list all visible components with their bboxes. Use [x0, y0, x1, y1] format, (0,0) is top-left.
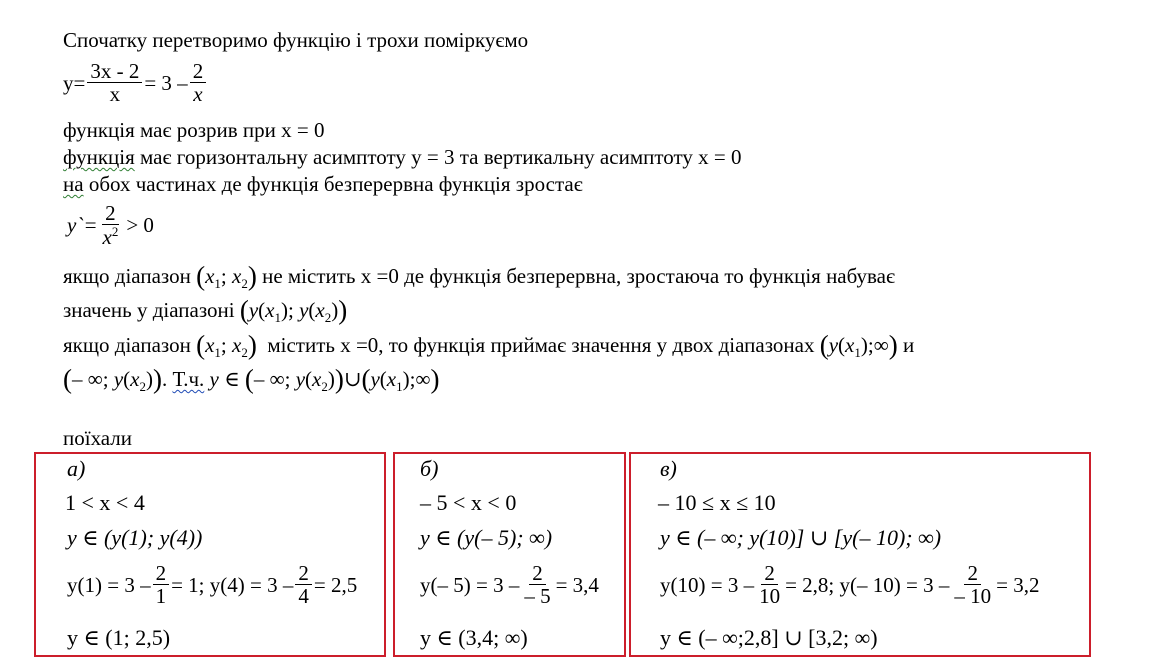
range-line-1-end: не містить x =0 де функція безперервна, зростаюча то функція набуває	[262, 264, 895, 288]
increase-rest: обох частинах де функція безперервна функція зростає	[83, 172, 583, 196]
range-line-1	[63, 261, 895, 292]
box-a-set: y ∈ (y(1); y(4))	[67, 525, 203, 550]
box-c-calc-pre: y(10) = 3 –	[660, 572, 755, 597]
box-b-set: y ∈ (y(– 5); ∞)	[420, 525, 553, 550]
box-a-result: y ∈ (1; 2,5)	[67, 625, 171, 650]
box-b-cond: – 5 < x < 0	[420, 490, 517, 515]
box-c-calc-end: = 3,2	[996, 572, 1040, 597]
tch-word: Т.ч.	[172, 367, 205, 391]
increase-line	[63, 172, 583, 197]
box-a-label: а)	[67, 456, 86, 481]
main-formula	[63, 60, 208, 106]
formula-den-1: x	[109, 82, 121, 107]
formula-num-2: 2	[190, 60, 207, 83]
range-line-3	[63, 330, 915, 361]
derivative-rhs: > 0	[126, 213, 154, 238]
derivative-fraction	[100, 202, 122, 249]
interval-y-values: ($y(x_1)$; $y(x_2)$)	[239, 295, 348, 326]
box-a-calc: y(1) = 3 – $\frac{2}{1}$ = 1; y(4) = 3 – $\frac{2}{4}$ = 2,5	[67, 561, 358, 609]
box-a-calc-mid: = 1; y(4) = 3 –	[171, 572, 294, 597]
derivative-formula	[67, 202, 154, 249]
box-b-calc-pre: y(– 5) = 3 –	[420, 572, 520, 597]
formula-den-2: x	[193, 82, 203, 107]
derivative-lhs: y`=	[67, 213, 98, 238]
asymptote-word: функція	[63, 145, 135, 169]
range-line-3-mid: містить x =0, то функція приймає значення у двох діапазонах	[267, 333, 815, 357]
intro-text: Спочатку перетворимо функцію і трохи поміркуємо	[63, 28, 529, 52]
range-line-3-end: и	[902, 333, 915, 357]
formula-lhs: y=	[63, 70, 86, 95]
derivative-num: 2	[102, 202, 119, 225]
box-b-calc: y(– 5) = 3 – $\frac{2}{- 5}$ = 3,4	[420, 561, 599, 609]
box-c-cond: – 10 ≤ x ≤ 10	[658, 490, 776, 515]
increase-word: на	[63, 172, 84, 196]
box-a-calc-end: = 2,5	[313, 572, 358, 597]
box-a-calc-pre: y(1) = 3 –	[67, 572, 151, 597]
box-c-result: y ∈ (– ∞;2,8] ∪ [3,2; ∞)	[660, 625, 878, 650]
formula-fraction-1	[87, 60, 142, 106]
formula-num-1: 3x - 2	[87, 60, 142, 83]
box-c-calc: y(10) = 3 – $\frac{2}{10}$ = 2,8; y(– 10) = 3 – $\frac{2}{- 10}$ = 3,2	[660, 561, 1040, 609]
box-b-label: б)	[420, 456, 439, 481]
formula-fraction-2	[190, 60, 207, 106]
asymptote-line	[63, 145, 741, 170]
conclusion-line: (– ∞; $y(x_2)$). Т.ч. y ∈ (– ∞; $y(x_2))\cup(y(x_1);\infty)$	[63, 364, 440, 395]
range-line-3-start: якщо діапазон	[63, 333, 191, 357]
range-line-2	[63, 295, 348, 326]
asymptote-rest: має горизонтальну асимптоту y = 3 та вертикальну асимптоту x = 0	[134, 145, 742, 169]
box-a-cond: 1 < x < 4	[65, 490, 145, 515]
interval-x1-x2: ($x_1$; $x_2$)	[196, 261, 257, 292]
range-line-1-start: якщо діапазон	[63, 264, 191, 288]
box-c-calc-mid: = 2,8; y(– 10) = 3 –	[785, 572, 950, 597]
box-b-result: y ∈ (3,4; ∞)	[420, 625, 528, 650]
formula-eq: = 3 –	[144, 70, 188, 95]
interval-x1-x2-2: ($x_1$; $x_2$)	[196, 330, 257, 361]
box-b-calc-end: = 3,4	[555, 572, 599, 597]
interval-y1-inf: $(y(x_1);\infty)$	[819, 330, 898, 361]
break-line: функція має розрив при x = 0	[63, 118, 325, 142]
range-line-2-start: значень у діапазоні	[63, 298, 235, 322]
derivative-den: $x^2$	[102, 224, 119, 250]
box-c-label: в)	[660, 456, 677, 481]
box-c-set: y ∈ (– ∞; y(10)] ∪ [y(– 10); ∞)	[660, 525, 942, 550]
go-text: поїхали	[63, 426, 133, 450]
